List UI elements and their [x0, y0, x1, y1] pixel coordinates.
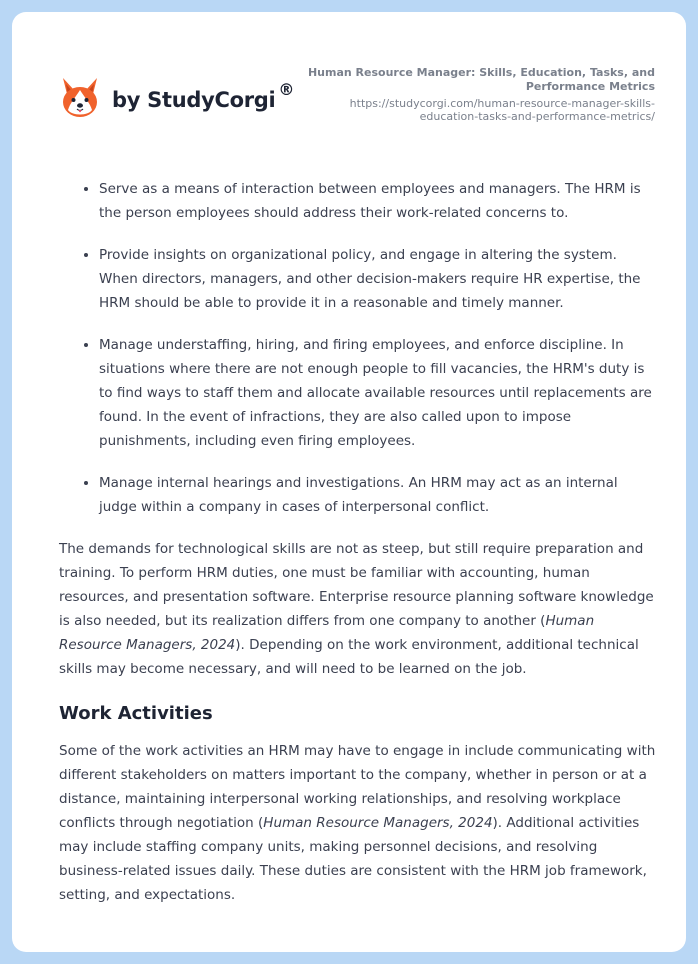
paragraph-work-activities — [59, 739, 659, 907]
list-item: • Provide insights on organizational policy, and engage in altering the system. When directors, managers, and other decision-makers require HR expertise, the HRM should be able to provide it in a reasonable and timely manner. — [99, 243, 659, 315]
brand-name: by StudyCorgi — [112, 88, 276, 112]
responsibilities-list — [59, 177, 659, 519]
paragraph-text: Some of the work activities an HRM may have to engage in include communicating with different stakeholders on matters important to the company, whether in person or at a distance, maintaining interpersonal working relationships, and resolving workplace conflicts through negotiation ( — [59, 743, 656, 831]
paragraph-text: The demands for technological skills are not as steep, but still require preparation and training. To perform HRM duties, one must be familiar with accounting, human resources, and presentation software. Enterprise resource planning software knowledge is also needed, but its realization differs from one company to another ( — [59, 541, 654, 629]
document-body — [59, 177, 659, 925]
list-item: • Serve as a means of interaction between employees and managers. The HRM is the person employees should address their work-related concerns to. — [99, 177, 659, 225]
paragraph-text: ). Depending on the work environment, additional technical skills may become necessary, and will need to be learned on the job. — [59, 637, 639, 677]
document-meta — [295, 66, 655, 123]
paragraph-text: ). Additional activities may include staffing company units, making personnel decisions, and resolving business-related issues daily. These duties are consistent with the HRM job framework, setting, and expectations. — [59, 815, 647, 903]
registered-mark: ® — [278, 79, 295, 99]
paragraph-technical-skills — [59, 537, 659, 681]
document-title: Human Resource Manager: Skills, Education, Tasks, and Performance Metrics — [307, 66, 655, 93]
studycorgi-logo[interactable] — [60, 76, 294, 120]
section-heading: Work Activities — [59, 703, 213, 724]
citation: Human Resource Managers, 2024 — [263, 815, 493, 831]
document-page — [12, 12, 686, 952]
list-item: • Manage understaffing, hiring, and firing employees, and enforce discipline. In situations where there are not enough people to fill vacancies, the HRM's duty is to find ways to staff them and allocate available resources until replacements are found. In the event of infractions, they are also called upon to impose punishments, including even firing employees. — [99, 333, 659, 453]
list-item: • Manage internal hearings and investigations. An HRM may act as an internal judge within a company in cases of interpersonal conflict. — [99, 471, 659, 519]
corgi-logo-icon — [60, 76, 100, 120]
citation: Human Resource Managers, 2024 — [59, 613, 595, 653]
page-header — [12, 12, 686, 152]
document-url[interactable]: https://studycorgi.com/human-resource-manager-skills-education-tasks-and-performance-metrics/ — [349, 97, 655, 123]
